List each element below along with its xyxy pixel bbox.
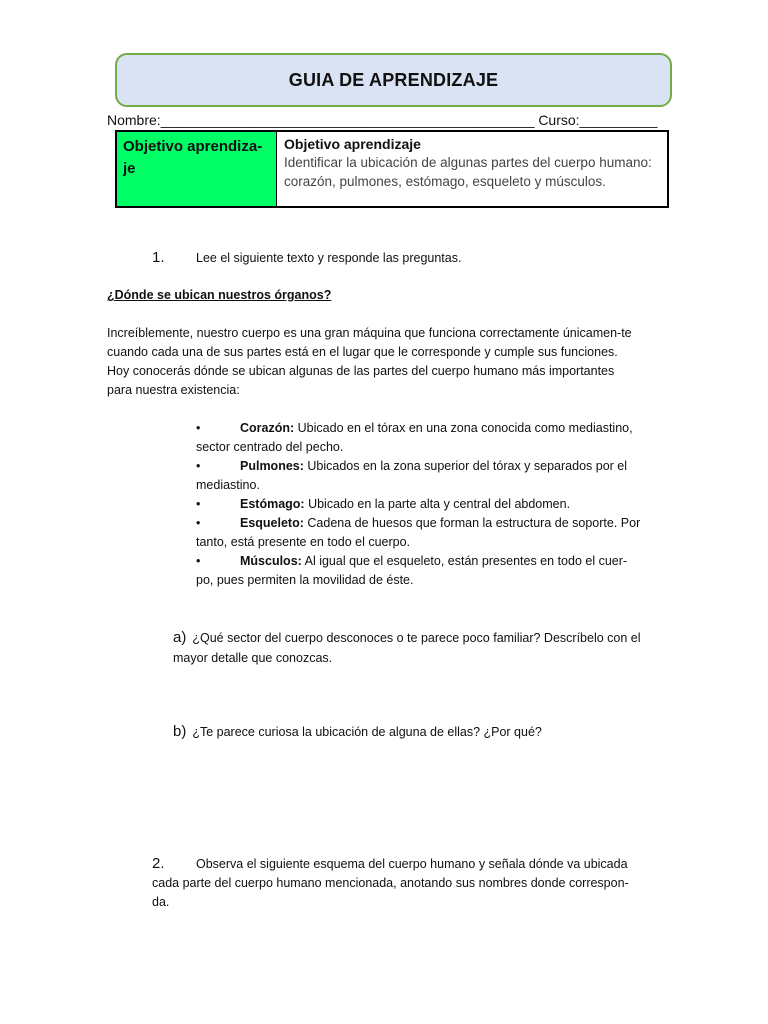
objective-content-cell: [277, 132, 667, 206]
reading-intro: Increíblemente, nuestro cuerpo es una gran máquina que funciona correctamente únicamen-te cuando cada una de sus partes está en el lugar que le corresponde y cumple sus funciones. Hoy conocerás dónde se ubican algunas de las partes del cuerpo humano más importantes para nuestra existencia:: [107, 326, 632, 397]
reading-heading: ¿Dónde se ubican nuestros órganos?: [107, 288, 332, 302]
item-desc: Al igual que el esqueleto, están presentes en todo el cuer-po, pues permiten la movilidad de éste.: [196, 554, 628, 587]
item-term: Estómago:: [240, 497, 305, 511]
question-2-number: 2.: [152, 855, 165, 872]
bullet-icon: •: [196, 497, 201, 511]
objective-table: [115, 130, 669, 208]
student-info-line: [107, 112, 667, 128]
question-1-number: 1.: [152, 249, 165, 266]
question-a-text: ¿Qué sector del cuerpo desconoces o te parece poco familiar? Descríbelo con el mayor detalle que conozcas.: [173, 631, 641, 665]
list-item: [196, 552, 641, 590]
question-b-text: ¿Te parece curiosa la ubicación de alguna de ellas? ¿Por qué?: [192, 725, 542, 739]
bullet-icon: •: [196, 516, 201, 530]
name-blank: ________________________________________________: [160, 112, 535, 128]
item-term: Corazón:: [240, 421, 295, 435]
list-item: [196, 514, 641, 552]
question-1: [152, 249, 461, 266]
item-term: Pulmones:: [240, 459, 304, 473]
item-desc: Ubicado en el tórax en una zona conocida como mediastino, sector centrado del pecho.: [196, 421, 633, 454]
item-term: Esqueleto:: [240, 516, 304, 530]
course-label: Curso:: [538, 112, 580, 128]
list-item: [196, 495, 641, 514]
bullet-icon: •: [196, 421, 201, 435]
item-desc: Ubicado en la parte alta y central del abdomen.: [308, 497, 571, 511]
item-desc: Ubicados en la zona superior del tórax y separados por el mediastino.: [196, 459, 628, 492]
item-term: Músculos:: [240, 554, 302, 568]
guide-title: GUIA DE APRENDIZAJE: [115, 53, 672, 107]
course-blank: __________: [579, 112, 658, 128]
name-label: Nombre:: [107, 112, 161, 128]
question-a: [173, 628, 643, 668]
objective-label-cell: Objetivo aprendiza-je: [117, 132, 277, 206]
list-item: [196, 457, 641, 495]
question-b-letter: b): [173, 723, 187, 740]
item-desc: Cadena de huesos que forman la estructura de soporte. Por tanto, está presente en todo el cuerpo.: [196, 516, 641, 549]
question-1-text: Lee el siguiente texto y responde las preguntas.: [196, 251, 462, 265]
question-b: [173, 722, 643, 742]
question-a-letter: a): [173, 629, 187, 646]
bullet-icon: •: [196, 459, 201, 473]
objective-text: Identificar la ubicación de algunas partes del cuerpo humano: corazón, pulmones, estómago, esqueleto y músculos.: [284, 155, 652, 189]
question-2: [152, 854, 642, 912]
question-2-text: Observa el siguiente esquema del cuerpo humano y señala dónde va ubicada cada parte del cuerpo humano mencionada, anotando sus nombres donde correspon-da.: [152, 857, 629, 909]
list-item: [196, 419, 641, 457]
objective-heading: Objetivo aprendizaje: [284, 136, 421, 152]
bullet-icon: •: [196, 554, 201, 568]
organ-list: [196, 419, 641, 590]
